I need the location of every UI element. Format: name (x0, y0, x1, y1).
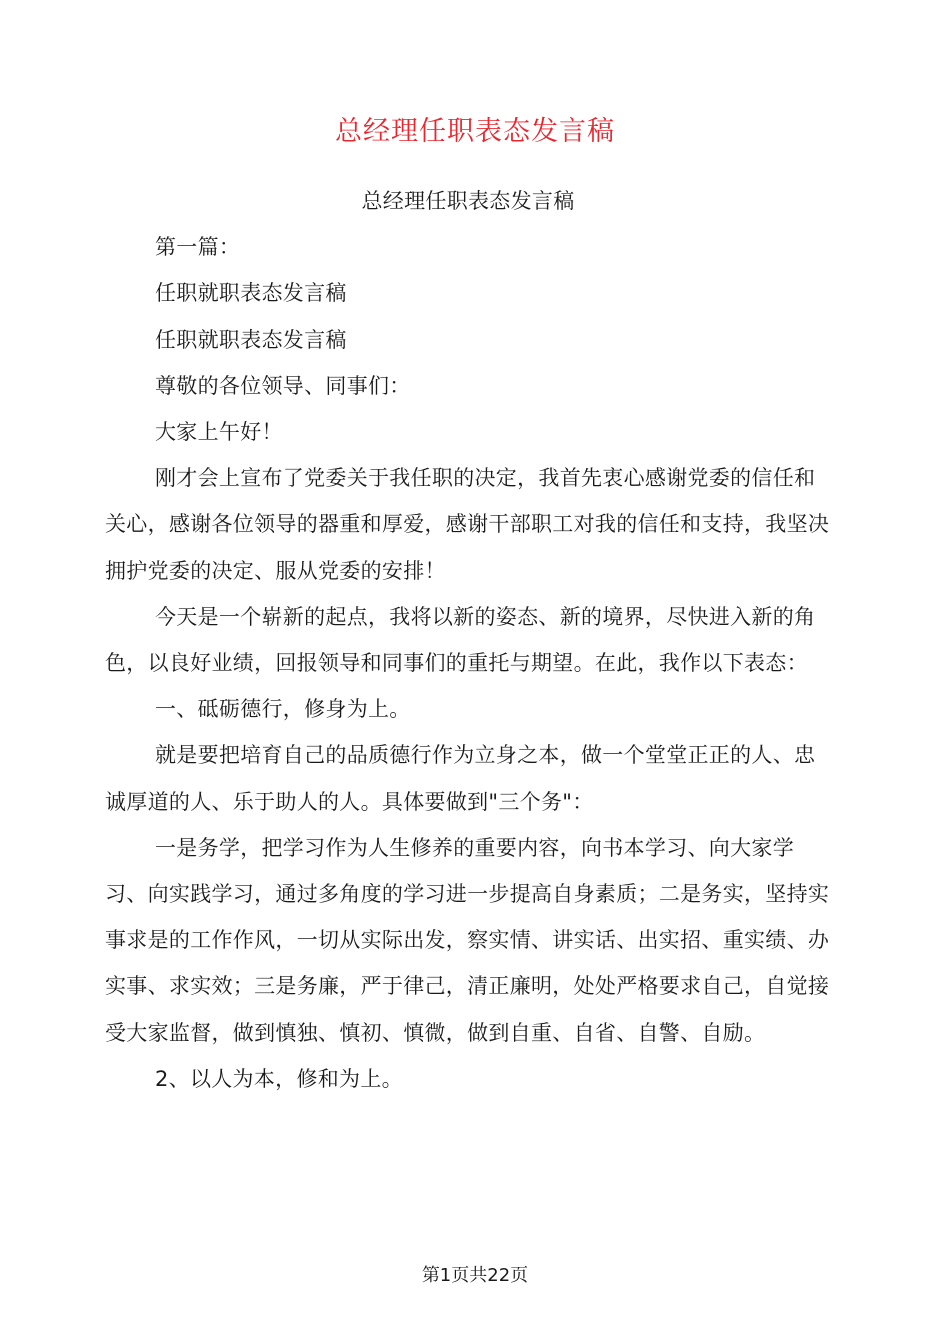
paragraph-point-two: 2、以人为本，修和为上。 (155, 1066, 403, 1091)
paragraph-heading-2: 任职就职表态发言稿 (155, 327, 347, 352)
document-subtitle: 总经理任职表态发言稿 (361, 189, 575, 213)
paragraph-new-start: 今天是一个崭新的起点，我将以新的姿态、新的境界，尽快进入新的角色，以良好业绩，回报领导和同事们的重托与期望。在此，我作以下表态： (105, 604, 816, 676)
paragraph-section-label: 第一篇： (155, 235, 241, 260)
document-title: 总经理任职表态发言稿 (335, 116, 615, 147)
paragraph-virtue: 就是要把培育自己的品质德行作为立身之本，做一个堂堂正正的人、忠诚厚道的人、乐于助人的人。具体要做到"三个务"： (105, 743, 816, 814)
paragraph-three-duties: 一是务学，把学习作为人生修养的重要内容，向书本学习、向大家学习、向实践学习，通过多角度的学习进一步提高自身素质；二是务实，坚持实事求是的工作作风，一切从实际出发，察实情、讲实话、出实招、重实绩、办实事、求实效；三是务廉，严于律己，清正廉明，处处严格要求自己，自觉接受大家监督，做到慎独、慎初、慎微，做到自重、自省、自警、自励。 (105, 835, 830, 1045)
document-body (105, 178, 831, 1102)
paragraph-thanks: 刚才会上宣布了党委关于我任职的决定，我首先衷心感谢党委的信任和关心，感谢各位领导的器重和厚爱，感谢干部职工对我的信任和支持，我坚决拥护党委的决定、服从党委的安排！ (105, 466, 830, 583)
paragraph-heading-1: 任职就职表态发言稿 (155, 281, 347, 306)
paragraph-salutation: 尊敬的各位领导、同事们： (155, 373, 411, 398)
paragraph-greeting: 大家上午好！ (155, 420, 283, 445)
paragraph-point-one: 一、砥砺德行，修身为上。 (155, 697, 411, 722)
page-number-footer: 第1页共22页 (421, 1265, 529, 1286)
